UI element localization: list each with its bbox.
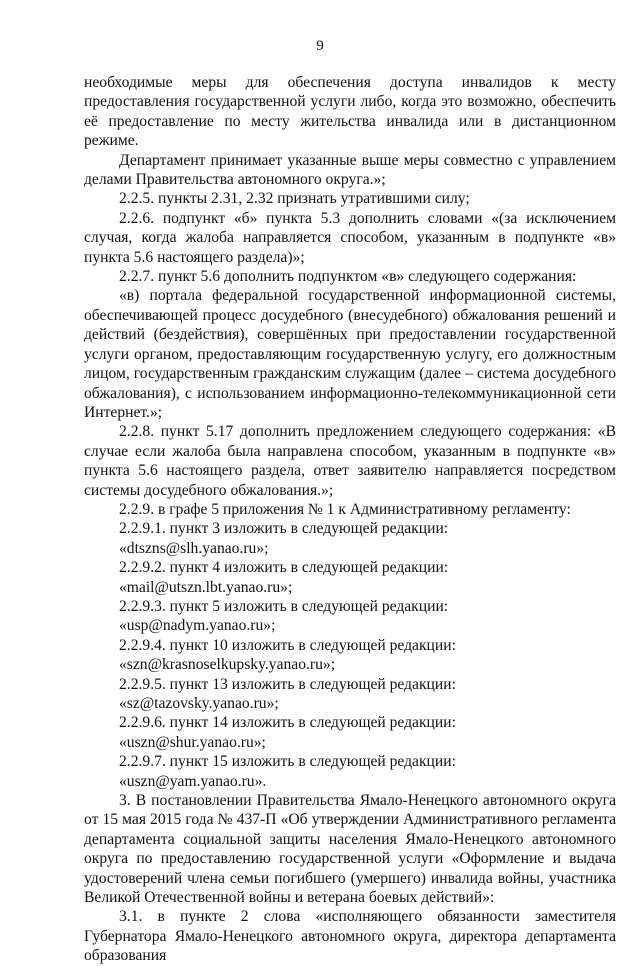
paragraph-2-2-8: 2.2.8. пункт 5.17 дополнить предложением следующего содержания: «В случае если жалоба была направлена способом, указанным в подпункте «в» пункта 5.6 настоящего раздела, ответ заявителю направляется посредством системы досудебного обжалования.»;: [84, 423, 616, 499]
paragraph-2-2-7: 2.2.7. пункт 5.6 дополнить подпунктом «в» следующего содержания:: [119, 268, 577, 286]
email-value: «uszn@yam.yanao.ru».: [119, 772, 267, 790]
email-value: «mail@utszn.lbt.yanao.ru»;: [119, 578, 293, 596]
paragraph-2-2-9: 2.2.9. в графе 5 приложения № 1 к Административному регламенту:: [119, 500, 571, 518]
paragraph-subpoint-v: «в) портала федеральной государственной информационной системы, обеспечивающей процесс досудебного (внесудебного) обжалования решений и действий (бездействия), совершённых при предоставлении государственной услуги органом, предоставляющим государственную услугу, его должностным лицом, государственным гражданским служащим (далее – система досудебного обжалования), с использованием информационно-телекоммуникационной сети Интернет.»;: [84, 287, 616, 421]
email-value: «szn@krasnoselkupsky.yanao.ru»;: [119, 656, 336, 674]
page-number: 9: [316, 38, 324, 54]
document-body: [84, 73, 616, 966]
paragraph-2-2-9-1: 2.2.9.1. пункт 3 изложить в следующей редакции:: [119, 520, 449, 538]
paragraph-continuation: необходимые меры для обеспечения доступа инвалидов к месту предоставления государственной услуги либо, когда это возможно, обеспечить её предоставление по месту жительства инвалида или в дистанционном режиме.: [84, 74, 616, 150]
email-value: «usp@nadym.yanao.ru»;: [119, 617, 276, 635]
paragraph-3-1: 3.1. в пункте 2 слова «исполняющего обязанности заместителя Губернатора Ямало-Ненецкого автономного округа, директора департамента образования: [84, 908, 616, 965]
paragraph-2-2-6: 2.2.6. подпункт «б» пункта 5.3 дополнить словами «(за исключением случая, когда жалоба направляется способом, указанным в подпункте «в» пункта 5.6 настоящего раздела)»;: [84, 209, 616, 266]
paragraph-section-3: 3. В постановлении Правительства Ямало-Ненецкого автономного округа от 15 мая 2015 года № 437-П «Об утверждении Административного регламента департамента социальной защиты населения Ямало-Ненецкого автономного округа по предоставлению государственной услуги «Оформление и выдача удостоверений члена семьи погибшего (умершего) инвалида войны, участника Великой Отечественной войны и ветерана боевых действий»:: [84, 792, 616, 907]
paragraph-2-2-9-3: 2.2.9.3. пункт 5 изложить в следующей редакции:: [119, 597, 449, 615]
paragraph-2-2-9-4: 2.2.9.4. пункт 10 изложить в следующей редакции:: [119, 636, 456, 654]
email-value: «sz@tazovsky.yanao.ru»;: [119, 695, 279, 712]
paragraph-2-2-9-7: 2.2.9.7. пункт 15 изложить в следующей редакции:: [119, 753, 456, 771]
paragraph-2-2-5: 2.2.5. пункты 2.31, 2.32 признать утратившими силу;: [119, 190, 470, 208]
paragraph-department-measures: Департамент принимает указанные выше меры совместно с управлением делами Правительства автономного округа.»;: [84, 151, 616, 189]
paragraph-2-2-9-6: 2.2.9.6. пункт 14 изложить в следующей редакции:: [119, 714, 456, 732]
email-value: «uszn@shur.yanao.ru»;: [119, 733, 266, 751]
paragraph-2-2-9-5: 2.2.9.5. пункт 13 изложить в следующей редакции:: [119, 675, 456, 693]
email-value: «dtszns@slh.yanao.ru»;: [119, 539, 269, 557]
paragraph-2-2-9-2: 2.2.9.2. пункт 4 изложить в следующей редакции:: [119, 559, 449, 577]
